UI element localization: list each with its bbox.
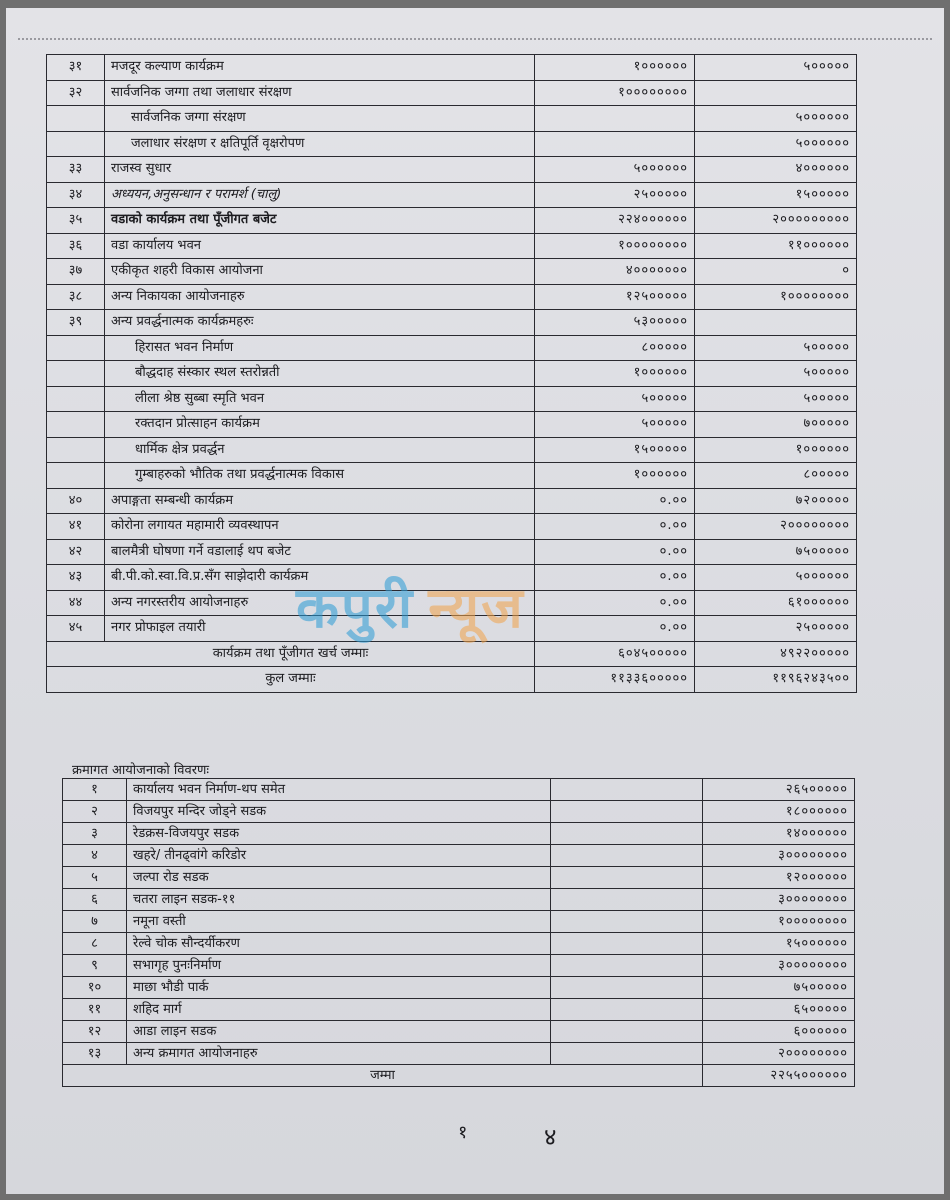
row-amount-current: ५००००० xyxy=(695,361,857,387)
row-description: अध्ययन,अनुसन्धान र परामर्श (चालु) xyxy=(105,182,535,208)
project-name: खहरे/ तीनढ्वांगे करिडोर xyxy=(127,845,551,867)
row-description: बी.पी.को.स्वा.वि.प्र.सँग साझेदारी कार्यक्रम xyxy=(105,565,535,591)
budget-row xyxy=(47,310,857,336)
row-amount-current: ५००००० xyxy=(695,335,857,361)
row-amount-current: ५०००००० xyxy=(695,565,857,591)
row-amount-current: ११०००००० xyxy=(695,233,857,259)
budget-row xyxy=(47,488,857,514)
continuing-project-row xyxy=(63,955,855,977)
row-serial-number xyxy=(47,463,105,489)
row-serial-number: ४० xyxy=(47,488,105,514)
row-amount-previous: १५००००० xyxy=(535,437,695,463)
budget-row xyxy=(47,284,857,310)
project-serial-number: ११ xyxy=(63,999,127,1021)
continuing-projects-caption: क्रमागत आयोजनाको विवरणः xyxy=(72,763,210,778)
total-label: कार्यक्रम तथा पूँजीगत खर्च जम्माः xyxy=(47,641,535,667)
row-description: नगर प्रोफाइल तयारी xyxy=(105,616,535,642)
budget-row xyxy=(47,412,857,438)
project-serial-number: ८ xyxy=(63,933,127,955)
continuing-project-row xyxy=(63,1043,855,1065)
watermark-word-2: न्यूज xyxy=(428,576,525,641)
row-description: अन्य नगरस्तरीय आयोजनाहरु xyxy=(105,590,535,616)
row-amount-current: २५००००० xyxy=(695,616,857,642)
project-name: रेडक्रस-विजयपुर सडक xyxy=(127,823,551,845)
project-empty-column xyxy=(551,845,703,867)
row-amount-current: ८००००० xyxy=(695,463,857,489)
row-amount-previous: ०.०० xyxy=(535,488,695,514)
project-empty-column xyxy=(551,955,703,977)
row-amount-current: ७००००० xyxy=(695,412,857,438)
budget-row xyxy=(47,437,857,463)
row-amount-previous: २५००००० xyxy=(535,182,695,208)
project-empty-column xyxy=(551,911,703,933)
project-name: रेल्वे चोक सौन्दर्यीकरण xyxy=(127,933,551,955)
row-serial-number: ३१ xyxy=(47,55,105,81)
row-amount-previous: १०००००००० xyxy=(535,80,695,106)
project-name: चतरा लाइन सडक-११ xyxy=(127,889,551,911)
continuing-project-row xyxy=(63,1021,855,1043)
row-serial-number: ४४ xyxy=(47,590,105,616)
row-serial-number: ३२ xyxy=(47,80,105,106)
row-amount-current: ५०००००० xyxy=(695,106,857,132)
row-amount-previous: १२५००००० xyxy=(535,284,695,310)
row-description: लीला श्रेष्ठ सुब्बा स्मृति भवन xyxy=(105,386,535,412)
row-amount-previous: ५००००० xyxy=(535,386,695,412)
project-name: कार्यालय भवन निर्माण-थप समेत xyxy=(127,779,551,801)
row-serial-number: ३८ xyxy=(47,284,105,310)
project-amount: २०००००००० xyxy=(703,1043,855,1065)
row-serial-number: ३३ xyxy=(47,157,105,183)
project-serial-number: ७ xyxy=(63,911,127,933)
continuing-project-row xyxy=(63,801,855,823)
project-amount: ७५००००० xyxy=(703,977,855,999)
continuing-total-label: जम्मा xyxy=(63,1065,703,1087)
project-empty-column xyxy=(551,889,703,911)
project-amount: १८०००००० xyxy=(703,801,855,823)
total-amount-current: ४९२२००००० xyxy=(695,641,857,667)
project-amount: ६५००००० xyxy=(703,999,855,1021)
row-amount-previous: ५००००० xyxy=(535,412,695,438)
total-amount-previous: ६०४५००००० xyxy=(535,641,695,667)
project-serial-number: १ xyxy=(63,779,127,801)
project-amount: १४०००००० xyxy=(703,823,855,845)
page-number-small: १ xyxy=(458,1122,468,1143)
row-serial-number: ३४ xyxy=(47,182,105,208)
project-name: माछा भौडी पार्क xyxy=(127,977,551,999)
row-serial-number xyxy=(47,106,105,132)
row-amount-current: ७२००००० xyxy=(695,488,857,514)
row-description: बालमैत्री घोषणा गर्ने वडालाई थप बजेट xyxy=(105,539,535,565)
budget-row xyxy=(47,157,857,183)
project-serial-number: १३ xyxy=(63,1043,127,1065)
row-description: राजस्व सुधार xyxy=(105,157,535,183)
row-serial-number: ४१ xyxy=(47,514,105,540)
project-serial-number: १२ xyxy=(63,1021,127,1043)
row-amount-current xyxy=(695,310,857,336)
project-serial-number: ५ xyxy=(63,867,127,889)
row-amount-current: ५००००० xyxy=(695,55,857,81)
row-amount-previous: ४००००००० xyxy=(535,259,695,285)
row-amount-previous: १०००००००० xyxy=(535,233,695,259)
project-empty-column xyxy=(551,1021,703,1043)
project-empty-column xyxy=(551,977,703,999)
budget-row xyxy=(47,182,857,208)
project-empty-column xyxy=(551,999,703,1021)
row-amount-current: २००००००००० xyxy=(695,208,857,234)
budget-row xyxy=(47,233,857,259)
program-total-row xyxy=(47,641,857,667)
row-amount-previous: ०.०० xyxy=(535,616,695,642)
budget-row xyxy=(47,259,857,285)
document-page xyxy=(6,8,944,1194)
project-serial-number: ३ xyxy=(63,823,127,845)
row-description: अन्य प्रवर्द्धनात्मक कार्यक्रमहरुः xyxy=(105,310,535,336)
binding-stitch-line xyxy=(18,38,932,40)
project-amount: १२०००००० xyxy=(703,867,855,889)
row-amount-previous: ५३००००० xyxy=(535,310,695,336)
project-name: विजयपुर मन्दिर जोड्ने सडक xyxy=(127,801,551,823)
row-amount-previous xyxy=(535,131,695,157)
row-amount-current: ० xyxy=(695,259,857,285)
budget-row xyxy=(47,131,857,157)
row-amount-previous: ०.०० xyxy=(535,565,695,591)
row-serial-number xyxy=(47,131,105,157)
row-description: एकीकृत शहरी विकास आयोजना xyxy=(105,259,535,285)
total-label: कुल जम्माः xyxy=(47,667,535,693)
project-name: शहिद मार्ग xyxy=(127,999,551,1021)
row-serial-number xyxy=(47,437,105,463)
continuing-project-row xyxy=(63,977,855,999)
row-amount-previous: १०००००० xyxy=(535,55,695,81)
row-amount-previous: ५०००००० xyxy=(535,157,695,183)
row-description: रक्तदान प्रोत्साहन कार्यक्रम xyxy=(105,412,535,438)
project-serial-number: १० xyxy=(63,977,127,999)
row-amount-previous: ०.०० xyxy=(535,514,695,540)
continuing-projects-table-body xyxy=(63,779,855,1087)
row-amount-current: १५००००० xyxy=(695,182,857,208)
row-serial-number xyxy=(47,361,105,387)
row-serial-number: ३६ xyxy=(47,233,105,259)
project-name: आडा लाइन सडक xyxy=(127,1021,551,1043)
page-number-large: ४ xyxy=(544,1123,557,1151)
row-amount-current: ५००००० xyxy=(695,386,857,412)
project-amount: १५०००००० xyxy=(703,933,855,955)
continuing-total-row xyxy=(63,1065,855,1087)
project-empty-column xyxy=(551,823,703,845)
project-name: अन्य क्रमागत आयोजनाहरु xyxy=(127,1043,551,1065)
project-empty-column xyxy=(551,779,703,801)
budget-row xyxy=(47,55,857,81)
budget-row xyxy=(47,463,857,489)
continuing-projects-table xyxy=(62,778,855,1087)
row-serial-number: ४३ xyxy=(47,565,105,591)
row-serial-number xyxy=(47,412,105,438)
grand-total-row xyxy=(47,667,857,693)
row-description: गुम्बाहरुको भौतिक तथा प्रवर्द्धनात्मक विकास xyxy=(105,463,535,489)
row-amount-current: ७५००००० xyxy=(695,539,857,565)
row-description: बौद्धदाह संस्कार स्थल स्तरोन्नती xyxy=(105,361,535,387)
budget-row xyxy=(47,208,857,234)
row-amount-current: १०००००० xyxy=(695,437,857,463)
row-amount-current: ५०००००० xyxy=(695,131,857,157)
row-serial-number: ४२ xyxy=(47,539,105,565)
project-serial-number: ९ xyxy=(63,955,127,977)
project-amount: ३०००००००० xyxy=(703,845,855,867)
continuing-project-row xyxy=(63,779,855,801)
continuing-project-row xyxy=(63,889,855,911)
row-description: सार्वजनिक जग्गा तथा जलाधार संरक्षण xyxy=(105,80,535,106)
budget-row xyxy=(47,106,857,132)
row-amount-previous: ०.०० xyxy=(535,539,695,565)
budget-row xyxy=(47,335,857,361)
row-description: सार्वजनिक जग्गा संरक्षण xyxy=(105,106,535,132)
continuing-project-row xyxy=(63,911,855,933)
project-amount: २६५००००० xyxy=(703,779,855,801)
row-serial-number: ३९ xyxy=(47,310,105,336)
row-description: अपाङ्गता सम्बन्धी कार्यक्रम xyxy=(105,488,535,514)
budget-row xyxy=(47,386,857,412)
continuing-total-amount: २२५५०००००० xyxy=(703,1065,855,1087)
watermark-word-1: कपुरी xyxy=(296,576,415,641)
row-description: मजदूर कल्याण कार्यक्रम xyxy=(105,55,535,81)
row-description: हिरासत भवन निर्माण xyxy=(105,335,535,361)
project-empty-column xyxy=(551,867,703,889)
project-amount: ३०००००००० xyxy=(703,889,855,911)
row-description: अन्य निकायका आयोजनाहरु xyxy=(105,284,535,310)
row-serial-number: ४५ xyxy=(47,616,105,642)
row-description: वडा कार्यालय भवन xyxy=(105,233,535,259)
continuing-project-row xyxy=(63,933,855,955)
row-amount-previous: १०००००० xyxy=(535,361,695,387)
project-empty-column xyxy=(551,933,703,955)
project-name: नमूना वस्ती xyxy=(127,911,551,933)
row-amount-current xyxy=(695,80,857,106)
row-description: धार्मिक क्षेत्र प्रवर्द्धन xyxy=(105,437,535,463)
budget-row xyxy=(47,361,857,387)
row-amount-previous: २२४०००००० xyxy=(535,208,695,234)
row-description: कोरोना लगायत महामारी व्यवस्थापन xyxy=(105,514,535,540)
total-amount-previous: ११३३६००००० xyxy=(535,667,695,693)
row-serial-number xyxy=(47,386,105,412)
row-description: वडाको कार्यक्रम तथा पूँजीगत बजेट xyxy=(105,208,535,234)
continuing-project-row xyxy=(63,867,855,889)
row-amount-previous: ०.०० xyxy=(535,590,695,616)
row-amount-previous: ८००००० xyxy=(535,335,695,361)
project-serial-number: ४ xyxy=(63,845,127,867)
project-empty-column xyxy=(551,801,703,823)
row-serial-number: ३७ xyxy=(47,259,105,285)
row-amount-previous: १०००००० xyxy=(535,463,695,489)
continuing-project-row xyxy=(63,845,855,867)
project-name: जल्पा रोड सडक xyxy=(127,867,551,889)
budget-row xyxy=(47,80,857,106)
project-amount: ३०००००००० xyxy=(703,955,855,977)
project-name: सभागृह पुनःनिर्माण xyxy=(127,955,551,977)
row-serial-number xyxy=(47,335,105,361)
row-amount-current: ४०००००० xyxy=(695,157,857,183)
row-description: जलाधार संरक्षण र क्षतिपूर्ति वृक्षरोपण xyxy=(105,131,535,157)
budget-row xyxy=(47,539,857,565)
budget-row xyxy=(47,514,857,540)
row-serial-number: ३५ xyxy=(47,208,105,234)
continuing-project-row xyxy=(63,999,855,1021)
project-amount: १०००००००० xyxy=(703,911,855,933)
project-serial-number: २ xyxy=(63,801,127,823)
row-amount-current: १०००००००० xyxy=(695,284,857,310)
project-empty-column xyxy=(551,1043,703,1065)
row-amount-current: २०००००००० xyxy=(695,514,857,540)
total-amount-current: ११९६२४३५०० xyxy=(695,667,857,693)
continuing-project-row xyxy=(63,823,855,845)
project-serial-number: ६ xyxy=(63,889,127,911)
row-amount-current: ६१०००००० xyxy=(695,590,857,616)
news-watermark xyxy=(296,568,525,644)
row-amount-previous xyxy=(535,106,695,132)
project-amount: ६०००००० xyxy=(703,1021,855,1043)
